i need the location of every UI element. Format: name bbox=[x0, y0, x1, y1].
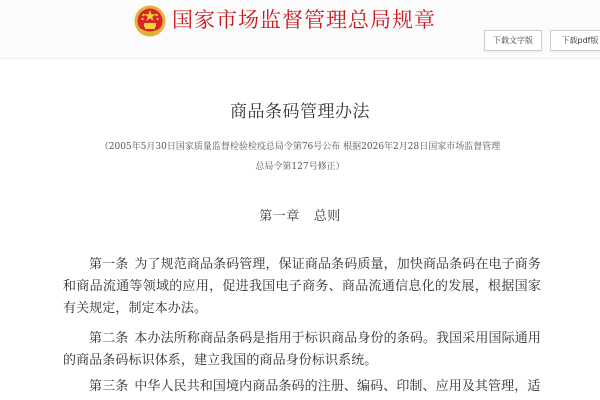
national-emblem-icon bbox=[133, 4, 167, 38]
article-paragraph bbox=[63, 254, 541, 320]
site-header bbox=[0, 0, 600, 59]
chapter-name: 总则 bbox=[313, 209, 341, 224]
revision-note-line: 总局令第127号修正） bbox=[255, 162, 345, 172]
article-number: 第二条 bbox=[89, 331, 129, 346]
article-number: 第三条 bbox=[89, 379, 129, 394]
site-title: 国家市场监督管理总局规章 bbox=[172, 8, 436, 32]
article-number: 第一条 bbox=[89, 257, 129, 272]
article-text: 为了规范商品条码管理，保证商品条码质量，加快商品条码在电子商务和商品流通等领域的应用，促进我国电子商务、商品流通信息化的发展，根据国家有关规定，制定本办法。 bbox=[63, 257, 541, 316]
revision-note-line: （2005年5月30日国家质量监督检验检疫总局令第76号公布 根据2026年2月28日国家市场监督管理 bbox=[99, 142, 501, 152]
document-title: 商品条码管理办法 bbox=[230, 102, 370, 122]
article-text: 中华人民共和国境内商品条码的注册、编码、印制、应用及其管理，适 bbox=[134, 379, 541, 394]
document-revision-note bbox=[60, 137, 540, 177]
article-text: 本办法所称商品条码是指用于标识商品身份的条码。我国采用国际通用的商品条码标识体系，建立我国的商品身份标识系统。 bbox=[63, 331, 541, 368]
chapter-heading bbox=[0, 205, 600, 224]
article-paragraph bbox=[63, 328, 541, 372]
download-text-button[interactable]: 下载文字版 bbox=[484, 30, 542, 51]
chapter-number: 第一章 bbox=[259, 209, 300, 224]
download-pdf-button[interactable]: 下载pdf版 bbox=[550, 30, 600, 51]
article-paragraph bbox=[63, 376, 541, 398]
